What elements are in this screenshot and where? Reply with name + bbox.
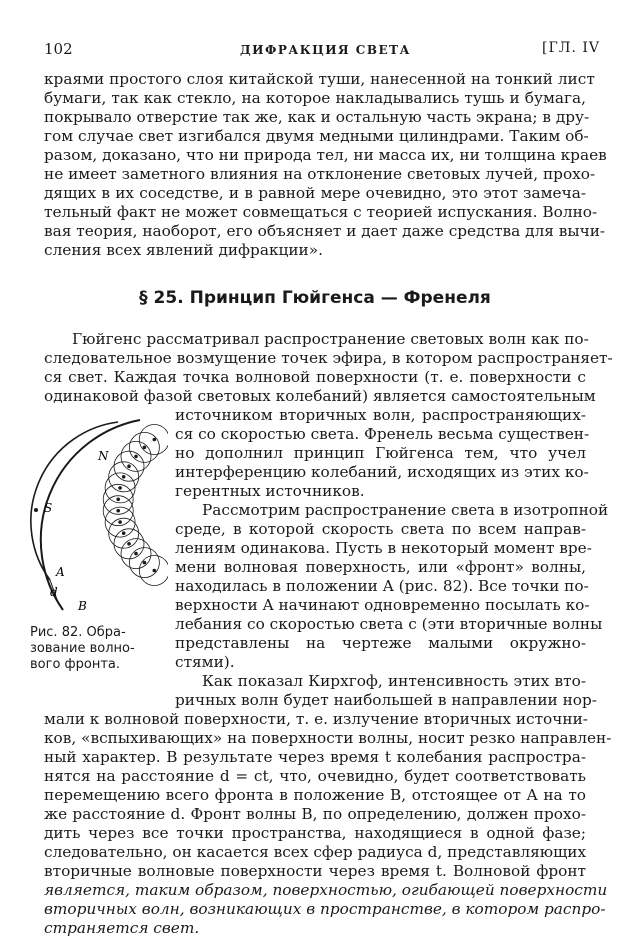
secondary-source-point (118, 520, 122, 524)
secondary-source-point (143, 446, 147, 450)
text-line: стями). (175, 653, 235, 671)
text-line: мали к волновой поверхности, т. е. излучение вторичных источни- (44, 710, 588, 728)
text-line: следовательно, он касается всех сфер радиуса d, представляющих (44, 843, 587, 861)
text-line: вая теория, наоборот, его объясняет и дает даже средства для вычи- (44, 222, 606, 240)
text-line: ков, «вспыхивающих» на поверхности волны, носит резко направлен- (44, 729, 612, 747)
wavefront-figure (28, 410, 168, 620)
text-line: перемещению всего фронта в положение B, отстоящее от A на то (44, 786, 586, 804)
page-number: 102 (44, 40, 73, 58)
text-line: тельный факт не может совмещаться с теорией испускания. Волно- (44, 203, 598, 221)
text-line: Гюйгенс рассматривал распространение световых волн как по- (72, 330, 589, 348)
text-line: краями простого слоя китайской туши, нанесенной на тонкий лист (44, 70, 595, 88)
secondary-source-point (153, 569, 157, 573)
secondary-source-point (127, 464, 131, 468)
label-n: N (98, 449, 109, 463)
text-line: ричных волн будет наибольшей в направлении нор- (175, 691, 597, 709)
text-line: верхности A начинают одновременно посылать ко- (175, 596, 590, 614)
text-line: мени волновая поверхность, или «фронт» волны, (175, 558, 586, 576)
text-line: покрывало отверстие так же, как и остальную часть экрана; в дру- (44, 108, 590, 126)
label-d: d (50, 585, 58, 599)
text-line: ся свет. Каждая точка волновой поверхности (т. е. поверхности с (44, 368, 586, 386)
section-title: § 25. Принцип Гюйгенса — Френеля (139, 288, 491, 308)
text-line: лебания со скоростью света c (эти вторичные волны (175, 615, 603, 633)
secondary-source-point (143, 561, 147, 565)
text-line: интерференцию колебаний, исходящих из этих ко- (175, 463, 589, 481)
text-line: гом случае свет изгибался двумя медными цилиндрами. Таким об- (44, 127, 589, 145)
figure-caption: вого фронта. (30, 657, 121, 672)
text-line: Как показал Кирхгоф, интенсивность этих вто- (202, 672, 586, 690)
label-s: S (44, 501, 53, 515)
text-line: дящих в их соседстве, и в равной мере очевидно, это этот замеча- (44, 184, 586, 202)
text-line: не имеет заметного влияния на отклонение световых лучей, прохо- (44, 165, 596, 183)
figure-caption: зование волно- (30, 641, 135, 656)
text-line: же расстояние d. Фронт волны B, по определению, должен прохо- (44, 805, 586, 823)
chapter-label: [ГЛ. IV (542, 40, 600, 56)
text-line: одинаковой фазой световых колебаний) является самостоятельным (44, 387, 596, 405)
secondary-source-point (116, 498, 120, 502)
text-line: ся со скоростью света. Френель весьма существен- (175, 425, 590, 443)
label-b: B (78, 599, 87, 613)
text-line: бумаги, так как стекло, на которое накладывались тушь и бумага, (44, 89, 586, 107)
text-line: сления всех явлений дифракции». (44, 241, 323, 259)
figure-caption: Рис. 82. Обра- (30, 625, 126, 640)
text-line: представлены на чертеже малыми окружно- (175, 634, 586, 652)
text-line: среде, в которой скорость света по всем направ- (175, 520, 586, 538)
text-line: лениям одинакова. Пусть в некоторый момент вре- (175, 539, 592, 557)
secondary-source-point (127, 542, 131, 546)
text-line-italic: вторичных волн, возникающих в пространстве, в котором распро- (44, 900, 606, 918)
running-title: ДИФРАКЦИЯ СВЕТА (240, 43, 411, 57)
text-line-italic: страняется свет. (44, 919, 200, 937)
text-line: нятся на расстояние d = ct, что, очевидно, будет соответствовать (44, 767, 586, 785)
text-line: но дополнил принцип Гюйгенса тем, что учел (175, 444, 586, 462)
text-line: Рассмотрим распространение света в изотропной (202, 501, 609, 519)
source-point (34, 508, 38, 512)
secondary-source-point (134, 552, 138, 556)
secondary-source-point (134, 455, 138, 459)
secondary-source-point (116, 509, 120, 513)
text-line: находилась в положении A (рис. 82). Все точки по- (175, 577, 589, 595)
secondary-source-point (153, 438, 157, 442)
text-line: вторичные волновые поверхности через время t. Волновой фронт (44, 862, 586, 880)
text-line: источником вторичных волн, распространяющих- (175, 406, 586, 424)
text-line: следовательное возмущение точек эфира, в котором распространяет- (44, 349, 613, 367)
secondary-source-point (122, 475, 126, 479)
text-line: разом, доказано, что ни природа тел, ни масса их, ни толщина краев (44, 146, 607, 164)
secondary-source-point (118, 486, 122, 490)
label-a: A (56, 565, 65, 579)
text-line: ный характер. В результате через время t колебания распростра- (44, 748, 586, 766)
text-line-italic: является, таким образом, поверхностью, огибающей поверхности (44, 881, 608, 899)
secondary-source-point (122, 531, 126, 535)
text-line: герентных источников. (175, 482, 365, 500)
wavefront-b-arc (41, 420, 140, 610)
text-line: дить через все точки пространства, находящиеся в одной фазе; (44, 824, 586, 842)
